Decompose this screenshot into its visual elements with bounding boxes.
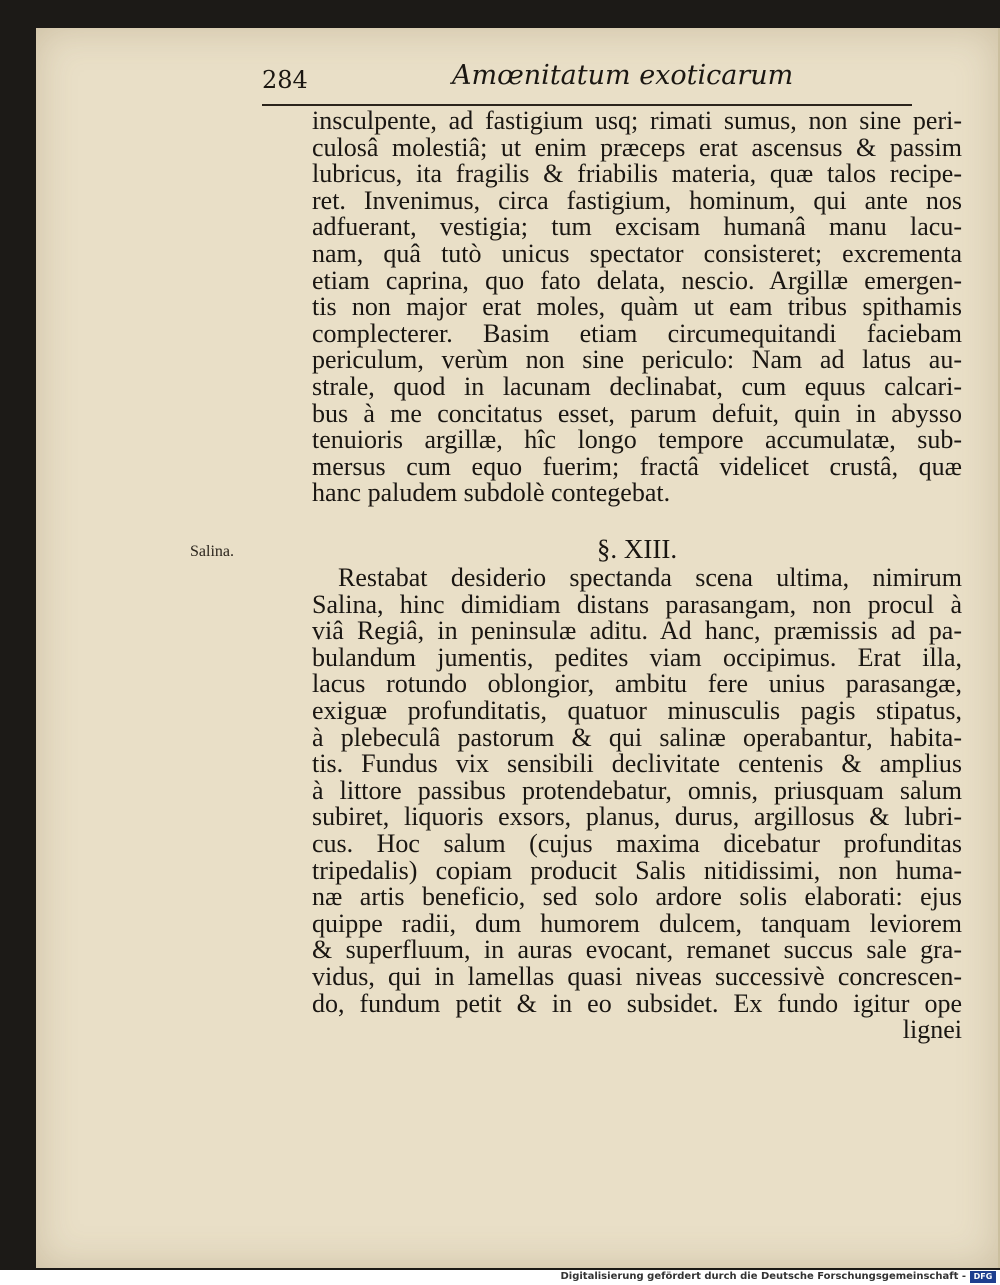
text-line: bulandum jumentis, pedites viam occipimus. Erat illa, <box>312 642 962 672</box>
text-line: tripedalis) copiam producit Salis nitidissimi, non huma- <box>312 855 962 885</box>
text-line: quippe radii, dum humorem dulcem, tanquam leviorem <box>312 908 962 938</box>
text-line: periculum, verùm non sine periculo: Nam ad latus au- <box>312 345 962 375</box>
text-line: insculpente, ad fastigium usq; rimati sumus, non sine peri- <box>312 106 962 135</box>
text-line: Restabat desiderio spectanda scena ultima, nimirum <box>338 563 962 592</box>
text-line: tis non major erat moles, quàm ut eam tribus spithamis <box>312 292 962 322</box>
text-line: Salina, hinc dimidiam distans parasangam, non procul à <box>312 589 962 619</box>
text-line: adfuerant, vestigia; tum excisam humanâ manu lacu- <box>312 212 962 242</box>
text-line: & superfluum, in auras evocant, remanet succus sale gra- <box>312 935 962 965</box>
footer-bar <box>0 1270 1000 1285</box>
text-line: tenuioris argillæ, hîc longo tempore accumulatæ, sub- <box>312 425 962 455</box>
dfg-logo: DFG <box>970 1271 996 1283</box>
text-line: lacus rotundo oblongior, ambitu fere unius parasangæ, <box>312 669 962 699</box>
text-line: nam, quâ tutò unicus spectator consisteret; excrementa <box>312 238 962 268</box>
section-heading: §. XIII. <box>596 534 678 564</box>
text-line: culosâ molestiâ; ut enim præceps erat ascensus & passim <box>312 132 962 162</box>
text-line: tis. Fundus vix sensibili declivitate centenis & amplius <box>312 749 962 779</box>
text-line: bus à me concitatus esset, parum defuit, quin in abysso <box>312 398 962 428</box>
text-line: lubricus, ita fragilis & friabilis materia, quæ talos recipe- <box>312 159 962 189</box>
text-line: subiret, liquoris exsors, planus, durus, argillosus & lubri- <box>312 802 962 832</box>
text-line: strale, quod in lacunam declinabat, cum equus calcari- <box>312 371 962 401</box>
text-line: vidus, qui in lamellas quasi niveas successivè concrescen- <box>312 961 962 991</box>
page-number: 284 <box>262 66 308 94</box>
running-head: Amœnitatum exoticarum <box>452 60 794 91</box>
text-line: à littore passibus protendebatur, omnis, priusquam salum <box>312 775 962 805</box>
text-line: complecterer. Basim etiam circumequitandi faciebam <box>312 318 962 348</box>
text-line: à plebeculâ pastorum & qui salinæ operabantur, habita- <box>312 722 962 752</box>
text-line: ret. Invenimus, circa fastigium, hominum, qui ante nos <box>312 185 962 215</box>
page-header <box>262 60 952 102</box>
section-paragraph <box>312 565 962 1044</box>
text-line: mersus cum equo fuerim; fractâ videlicet crustâ, quæ <box>312 451 962 481</box>
text-line: exiguæ profunditatis, quatuor minusculis pagis stipatus, <box>312 695 962 725</box>
catchword: lignei <box>902 1015 962 1045</box>
paragraph-continuation <box>312 108 962 507</box>
margin-note: Salina. <box>190 543 234 560</box>
text-line: viâ Regiâ, in peninsulæ aditu. Ad hanc, præmissis ad pa- <box>312 616 962 646</box>
text-line: etiam caprina, quo fato delata, nescio. Argillæ emergen- <box>312 265 962 295</box>
text-line: næ artis beneficio, sed solo ardore solis elaborati: ejus <box>312 882 962 912</box>
text-line: do, fundum petit & in eo subsidet. Ex fundo igitur ope <box>312 988 962 1018</box>
text-line: hanc paludem subdolè contegebat. <box>312 478 671 508</box>
text-line: cus. Hoc salum (cujus maxima dicebatur profunditas <box>312 828 962 858</box>
funding-credit: Digitalisierung gefördert durch die Deutsche Forschungsgemeinschaft - <box>560 1271 966 1282</box>
